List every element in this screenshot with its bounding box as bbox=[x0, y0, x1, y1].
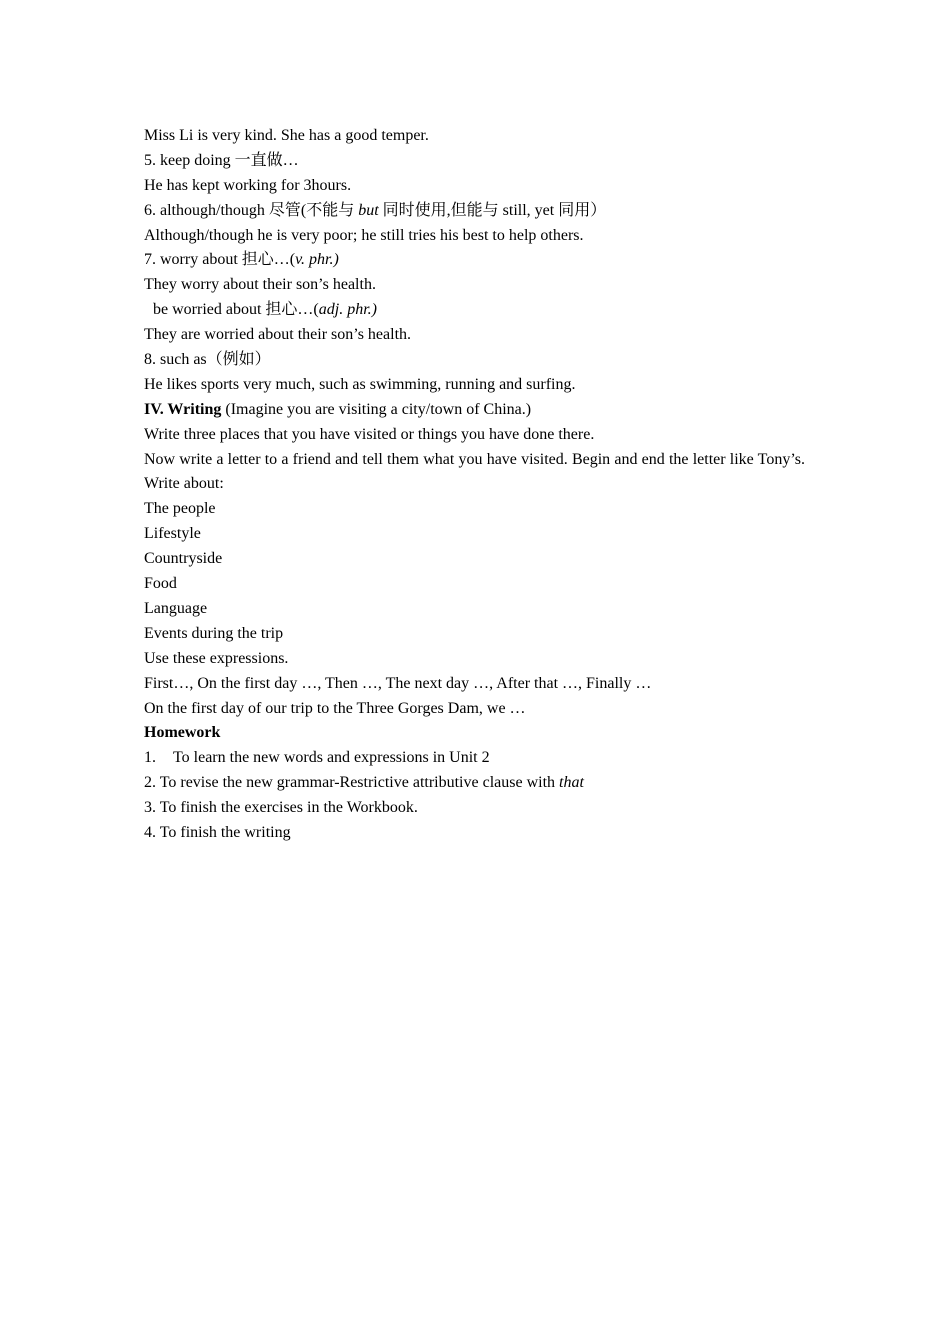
vocab-item-although bbox=[144, 199, 805, 224]
vocab-item-be-worried-about bbox=[144, 298, 805, 323]
text-segment: 7. worry about 担心…( bbox=[144, 251, 296, 269]
text-line: Write three places that you have visited or things you have done there. bbox=[144, 425, 595, 443]
text-line: First…, On the first day …, Then …, The next day …, After that …, Finally … bbox=[144, 674, 652, 692]
text-line: Use these expressions. bbox=[144, 649, 289, 667]
vocab-item-keep-doing: 5. keep doing 一直做… bbox=[144, 151, 299, 169]
section-title: IV. Writing bbox=[144, 400, 222, 418]
text-line: On the first day of our trip to the Three Gorges Dam, we … bbox=[144, 699, 526, 717]
list-number: 1. bbox=[144, 749, 156, 767]
vocab-item-such-as: 8. such as（例如） bbox=[144, 351, 271, 369]
list-item: Countryside bbox=[144, 550, 223, 568]
list-item: The people bbox=[144, 500, 216, 518]
text-segment: 6. although/though 尽管(不能与 bbox=[144, 201, 359, 219]
section-heading-homework bbox=[144, 721, 805, 746]
homework-item bbox=[144, 746, 805, 771]
vocab-item-worry-about bbox=[144, 248, 805, 273]
example-sentence: They worry about their son’s health. bbox=[144, 276, 376, 294]
section-title: Homework bbox=[144, 724, 221, 742]
italic-word: that bbox=[559, 774, 584, 792]
italic-word: adj. phr.) bbox=[318, 301, 377, 319]
example-sentence: He likes sports very much, such as swimming, running and surfing. bbox=[144, 375, 576, 393]
list-item: Lifestyle bbox=[144, 525, 201, 543]
document-page bbox=[144, 124, 805, 846]
text-segment: be worried about 担心…( bbox=[153, 301, 319, 319]
example-sentence: Although/though he is very poor; he still tries his best to help others. bbox=[144, 226, 584, 244]
paragraph: Now write a letter to a friend and tell them what you have visited. Begin and end the letter like Tony’s. Write about: bbox=[144, 450, 805, 493]
section-heading-writing bbox=[144, 398, 805, 423]
italic-word: v. phr.) bbox=[295, 251, 339, 269]
text-segment: To learn the new words and expressions in Unit 2 bbox=[173, 749, 490, 767]
text-segment: 2. To revise the new grammar-Restrictive attributive clause with bbox=[144, 774, 560, 792]
homework-item: 3. To finish the exercises in the Workbook. bbox=[144, 799, 418, 817]
text-segment: 同时使用,但能与 still, yet 同用） bbox=[378, 201, 607, 219]
homework-item: 4. To finish the writing bbox=[144, 823, 291, 841]
list-item: Food bbox=[144, 575, 177, 593]
text-segment: (Imagine you are visiting a city/town of China.) bbox=[221, 400, 532, 418]
italic-word: but bbox=[358, 201, 379, 219]
homework-item bbox=[144, 771, 805, 796]
list-item: Language bbox=[144, 599, 208, 617]
example-sentence: He has kept working for 3hours. bbox=[144, 176, 352, 194]
list-item: Events during the trip bbox=[144, 624, 284, 642]
example-sentence: They are worried about their son’s health. bbox=[144, 326, 412, 344]
text-line: Miss Li is very kind. She has a good temper. bbox=[144, 127, 429, 144]
